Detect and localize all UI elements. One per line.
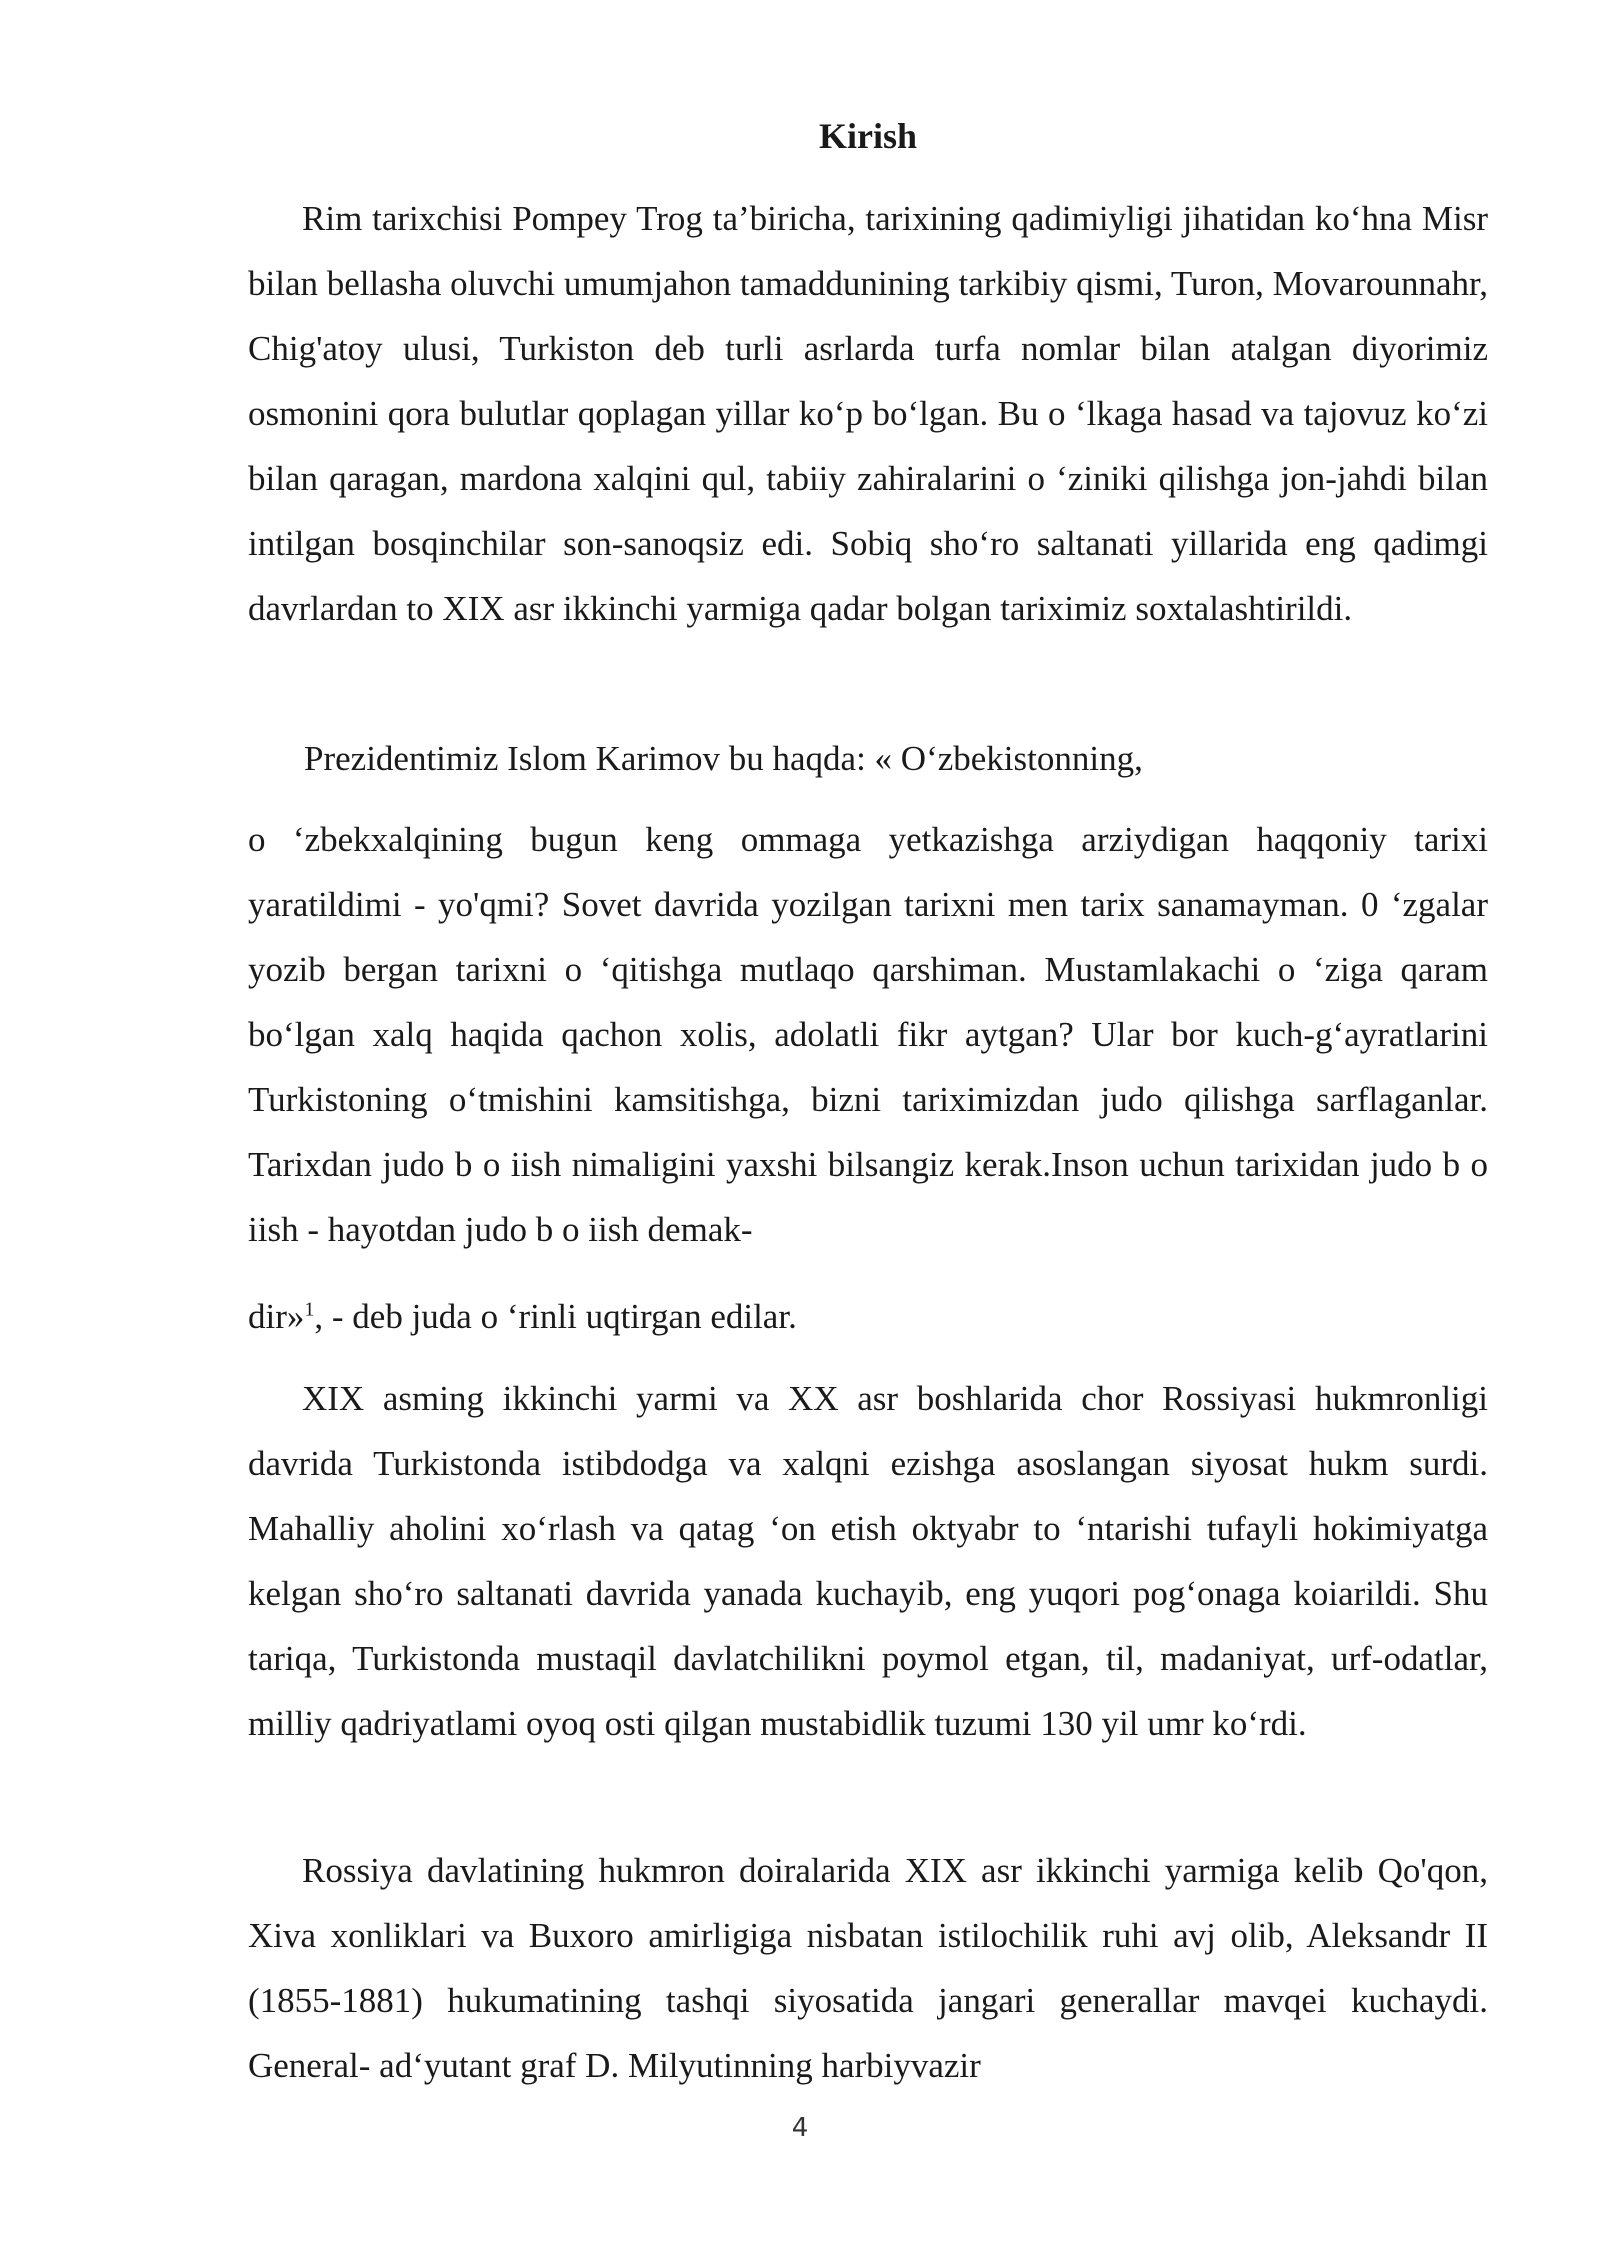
paragraph-4-start: dir»	[248, 1297, 305, 1336]
paragraph-1: Rim tarixchisi Pompey Trog ta’biricha, tarixining qadimiyligi jihatidan ko‘hna Misr bilan bellasha oluvchi umumjahon tamaddunining tarkibiy qismi, Turon, Movarounnahr, Chig'atoy ulusi, Turkiston deb turli asrlarda turfa nomlar bilan atalgan diyorimiz osmonini qora bulutlar qoplagan yillar ko‘p bo‘lgan. Bu o ‘lkaga hasad va tajovuz ko‘zi bilan qaragan, mardona xalqini qul, tabiiy zahiralarini o ‘ziniki qilishga jon-jahdi bilan intilgan bosqinchilar son-sanoqsiz edi. Sobiq sho‘ro saltanati yillarida eng qadimgi davrlardan to XIX asr ikkinchi yarmiga qadar bolgan tariximiz soxtalashtirildi.	[248, 199, 1488, 628]
footnote-reference[interactable]: 1	[304, 1298, 315, 1321]
page-title: Kirish	[818, 116, 917, 156]
paragraph-6: Rossiya davlatining hukmron doiralarida XIX asr ikkinchi yarmiga kelib Qo'qon, Xiva xonliklari va Buxoro amirligiga nisbatan istilochilik ruhi avj olib, Aleksandr II (1855-1881) hukumatining tashqi siyosatida jangari generallar mavqei kuchaydi. General- ad‘yutant graf D. Milyutinning harbiyvazir	[248, 1851, 1488, 2085]
page-number: 4	[791, 2113, 809, 2143]
paragraph-2: Prezidentimiz Islom Karimov bu haqda: « O‘zbekistonning,	[304, 739, 1143, 778]
paragraph-3: o ‘zbekxalqining bugun keng ommaga yetkazishga arziydigan haqqoniy tarixi yaratildimi - yo'qmi? Sovet davrida yozilgan tarixni men tarix sanamayman. 0 ‘zgalar yozib bergan tarixni o ‘qitishga mutlaqo qarshiman. Mustamlakachi o ‘ziga qaram bo‘lgan xalq haqida qachon xolis, adolatli fikr aytgan? Ular bor kuch-g‘ayratlarini Turkistoning o‘tmishini kamsitishga, bizni tariximizdan judo qilishga sarflaganlar. Tarixdan judo b o iish nimaligini yaxshi bilsangiz kerak.Inson uchun tarixidan judo b o iish - hayotdan judo b o iish demak-	[248, 820, 1488, 1249]
paragraph-5: XIX asming ikkinchi yarmi va XX asr boshlarida chor Rossiyasi hukmronligi davrida Turkistonda istibdodga va xalqni ezishga asoslangan siyosat hukm surdi. Mahalliy aholini xo‘rlash va qatag ‘on etish oktyabr to ‘ntarishi tufayli hokimiyatga kelgan sho‘ro saltanati davrida yanada kuchayib, eng yuqori pog‘onaga koiarildi. Shu tariqa, Turkistonda mustaqil davlatchilikni poymol etgan, til, madaniyat, urf-odatlar, milliy qadriyatlami oyoq osti qilgan mustabidlik tuzumi 130 yil umr ko‘rdi.	[248, 1379, 1488, 1743]
paragraph-4	[248, 1284, 1488, 1349]
paragraph-4-end: , - deb juda o ‘rinli uqtirgan edilar.	[314, 1297, 797, 1336]
